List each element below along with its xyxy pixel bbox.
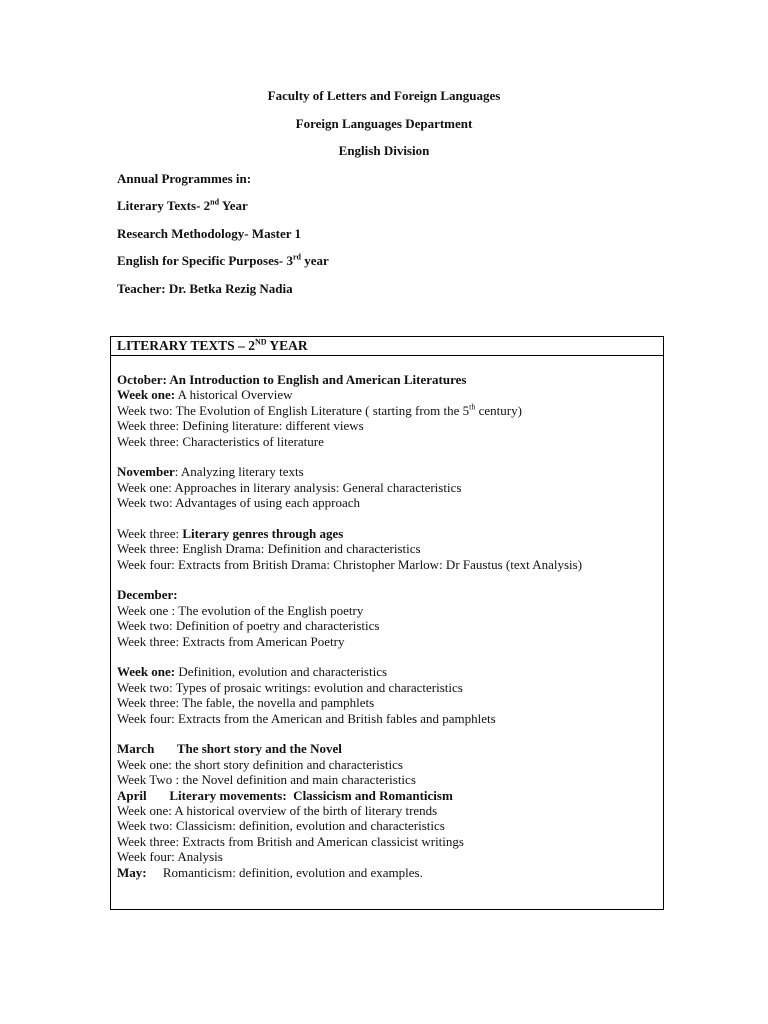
november-heading: [117, 464, 663, 479]
december-heading: [117, 587, 663, 602]
programme-research-methodology: Research Methodology- Master 1: [117, 226, 302, 241]
programme-literary-texts: [117, 198, 248, 214]
december-week-three: Week three: Extracts from American Poetry: [117, 633, 345, 649]
october-week-two-prefix: Week two: The Evolution of English Literature ( starting from the 5: [117, 402, 470, 418]
october-heading: [117, 372, 663, 387]
spacer: [117, 511, 663, 526]
drama-week-three: Week three: English Drama: Definition and characteristics: [117, 541, 421, 557]
march-heading-text: March The short story and the Novel: [117, 741, 342, 757]
october-week-two-suffix: century): [475, 402, 522, 418]
teacher-line: Teacher: Dr. Betka Rezig Nadia: [117, 281, 293, 296]
programme-esp-sup: rd: [293, 252, 301, 262]
march-week-two: Week Two : the Novel definition and main characteristics: [117, 772, 416, 788]
programmes-title: Annual Programmes in:: [117, 171, 252, 186]
may-text: Romanticism: definition, evolution and examples.: [146, 864, 423, 880]
october-week-one: [117, 387, 663, 402]
november-text: : Analyzing literary texts: [174, 464, 304, 480]
november-week-one: Week one: Approaches in literary analysis: General characteristics: [117, 479, 462, 495]
genres-title: Literary genres through ages: [182, 525, 344, 541]
genres-heading: [117, 526, 663, 541]
programme-esp: [117, 253, 329, 269]
faculty-title: Faculty of Letters and Foreign Languages: [267, 88, 501, 103]
programme-literary-texts-sup: nd: [210, 197, 220, 207]
october-week-two-sup: th: [469, 402, 476, 412]
october-week-two: [117, 403, 663, 418]
programme-literary-texts-prefix: Literary Texts- 2: [117, 198, 211, 213]
october-week-three-b: Week three: Characteristics of literature: [117, 433, 324, 449]
april-week-four: Week four: Analysis: [117, 849, 223, 865]
december-label: December:: [117, 587, 178, 603]
march-week-one: Week one: the short story definition and characteristics: [117, 756, 403, 772]
spacer: [117, 726, 663, 741]
november-label: November: [117, 464, 175, 480]
december-week-one: Week one : The evolution of the English poetry: [117, 602, 364, 618]
april-week-two: Week two: Classicism: definition, evolution and characteristics: [117, 818, 445, 834]
programme-esp-prefix: English for Specific Purposes- 3: [117, 253, 293, 268]
prose-week-one-text: Definition, evolution and characteristics: [175, 664, 388, 680]
prose-week-one: [117, 664, 663, 679]
march-heading: [117, 741, 663, 756]
april-heading-text: April Literary movements: Classicism and Romanticism: [117, 787, 453, 803]
april-week-one: Week one: A historical overview of the birth of literary trends: [117, 802, 438, 818]
october-week-three-a: Week three: Defining literature: different views: [117, 418, 364, 434]
spacer: [117, 572, 663, 587]
programme-content: [111, 356, 663, 880]
november-week-two: Week two: Advantages of using each approach: [117, 495, 360, 511]
section-title-prefix: LITERARY TEXTS – 2: [117, 338, 255, 353]
drama-week-four: Week four: Extracts from British Drama: Christopher Marlow: Dr Faustus (text Analysis): [117, 556, 583, 572]
programme-literary-texts-suffix: Year: [219, 198, 248, 213]
programme-table: [110, 336, 664, 910]
spacer: [117, 649, 663, 664]
prose-week-four: Week four: Extracts from the American and British fables and pamphlets: [117, 710, 496, 726]
section-title-sup: ND: [254, 337, 267, 347]
october-heading-text: October: An Introduction to English and American Literatures: [117, 372, 467, 387]
department-title: Foreign Languages Department: [295, 116, 473, 131]
genres-prefix: Week three:: [117, 525, 183, 541]
april-heading: [117, 788, 663, 803]
december-week-two: Week two: Definition of poetry and characteristics: [117, 618, 380, 634]
division-title: English Division: [338, 143, 430, 158]
spacer: [117, 449, 663, 464]
may-line: [117, 865, 663, 880]
may-label: May:: [117, 864, 147, 880]
prose-week-three: Week three: The fable, the novella and pamphlets: [117, 695, 375, 711]
programme-esp-suffix: year: [301, 253, 329, 268]
prose-week-one-label: Week one:: [117, 664, 176, 680]
april-week-three: Week three: Extracts from British and American classicist writings: [117, 833, 464, 849]
october-week-one-text: A historical Overview: [175, 387, 293, 403]
prose-week-two: Week two: Types of prosaic writings: evolution and characteristics: [117, 679, 463, 695]
section-title-suffix: YEAR: [266, 338, 308, 353]
section-title: [111, 337, 663, 356]
october-week-one-label: Week one:: [117, 387, 176, 403]
